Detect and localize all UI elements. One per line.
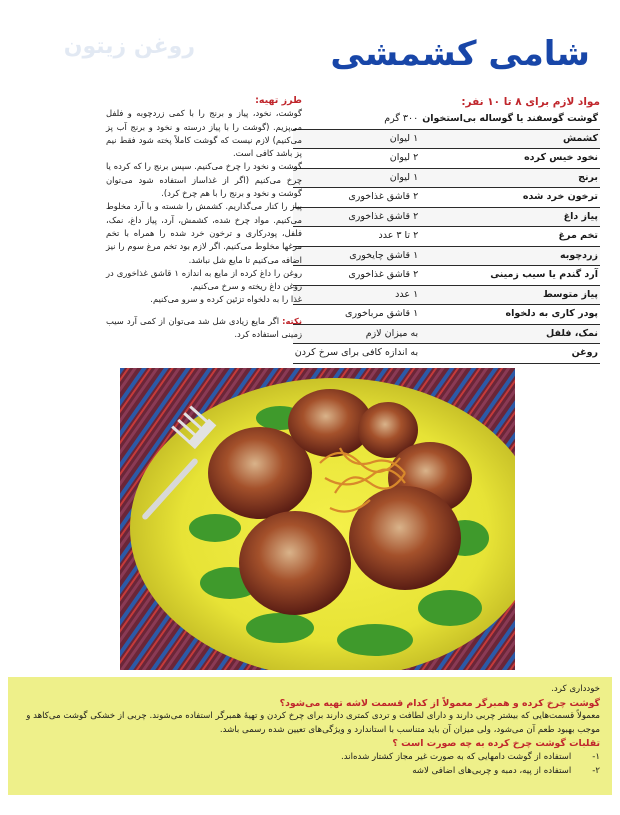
info-question-1: گوشت چرخ کرده و همبرگر معمولاً از کدام قسمت لاشه تهیه می‌شود؟ xyxy=(279,697,600,709)
ingredient-row xyxy=(293,227,600,247)
method-section xyxy=(106,94,302,341)
ingredient-name: پیاز داغ xyxy=(420,207,600,227)
ingredient-row xyxy=(293,324,600,344)
ingredient-row xyxy=(293,129,600,149)
ingredient-name: آرد گندم یا سیب زمینی xyxy=(420,266,600,286)
info-list-text: استفاده از گوشت دامهایی که به صورت غیر مجاز کشتار شده‌اند. xyxy=(341,751,572,762)
ingredient-name: روغن xyxy=(420,344,600,364)
ingredients-table xyxy=(293,110,600,364)
method-paragraph: گوشت و نخود را چرخ می‌کنیم. سپس برنج را که کرده یا چرخ می‌کنیم (اگر از غذاساز استفاده شود می‌توان گوشت و نخود و برنج را با هم چرخ کرد). xyxy=(106,161,302,199)
ingredient-name: گوشت گوسفند یا گوساله بی‌استخوان xyxy=(420,110,600,129)
ingredient-row xyxy=(293,285,600,305)
ingredient-amount: ۱ عدد xyxy=(293,285,420,305)
info-answer-1: معمولاً قسمت‌هایی که بیشتر چربی دارند و دارای لطافت و تردی کمتری دارند برای چرخ کردن و تهیهٔ همبرگر استفاده می‌شوند. چربی از خشکی گوشت می‌کاهد و موجب بهبود طعم آن می‌شود، ولی میزان آن باید متناسب با استاندارد و ویژگی‌های تعیین شده رسمی باشد. xyxy=(26,711,600,735)
info-list-item xyxy=(20,751,600,765)
note-text: اگر مایع زیادی شل شد می‌توان از کمی آرد سیب زمینی استفاده کرد. xyxy=(106,315,302,340)
ingredient-amount: ۲ لیوان xyxy=(293,149,420,169)
method-paragraph: پیاز را کنار می‌گذاریم. کشمش را شسته و با آرد مخلوط می‌کنیم. مواد چرخ شده، کشمش، آرد، پیاز داغ، نمک، فلفل، پودرکاری و ترخون خرد شده را همراه با تخم مرغها مخلوط می‌کنیم. اگر لازم بود تخم مرغ سوم را نیز اضافه می‌کنیم تا مایع شل نباشد. xyxy=(106,201,302,265)
ingredients-heading: مواد لازم برای ۸ تا ۱۰ نفر: xyxy=(461,96,600,108)
ingredient-row xyxy=(293,305,600,325)
method-heading: طرز تهیه: xyxy=(255,95,302,106)
ingredient-name: نخود خیس کرده xyxy=(420,149,600,169)
ingredient-name: ترخون خرد شده xyxy=(420,188,600,208)
ingredient-amount: ۲ قاشق غذاخوری xyxy=(293,207,420,227)
info-lead: خودداری کرد. xyxy=(551,684,600,694)
method-paragraph: روغن را داغ کرده از مایع به اندازه ۱ قاشق غذاخوری در روغن داغ ریخته و سرخ می‌کنیم. xyxy=(106,267,303,292)
page-title: شامی کشمشی xyxy=(330,34,590,74)
ingredient-amount: ۲ قاشق غذاخوری xyxy=(293,266,420,286)
ingredient-name: تخم مرغ xyxy=(420,227,600,247)
ingredients-section xyxy=(294,94,600,364)
ingredient-name: پیاز متوسط xyxy=(420,285,600,305)
info-list-number: ۱- xyxy=(592,751,600,762)
ingredient-amount: ۱ لیوان xyxy=(293,168,420,188)
info-list-number: ۲- xyxy=(592,765,600,776)
ingredient-row xyxy=(293,110,600,129)
ingredient-row xyxy=(293,246,600,266)
note-label: نکته: xyxy=(282,315,302,326)
info-question-2: تقلبات گوشت چرخ کرده به چه صورت است ؟ xyxy=(392,738,600,750)
ingredient-amount: ۱ لیوان xyxy=(293,129,420,149)
ingredient-amount: به میزان لازم xyxy=(293,324,420,344)
ingredient-name: برنج xyxy=(420,168,600,188)
method-paragraph: گوشت، نخود، پیاز و برنج را با کمی زردچوبه و فلفل می‌پزیم. (گوشت را با پیاز درسته و نخود و برنج آب پز می‌کنیم) لازم نیست که گوشت کاملاً پخته شود فقط نیم پز باشد کافی است. xyxy=(106,108,302,159)
food-photo-illustration xyxy=(120,368,515,670)
ingredient-row xyxy=(293,188,600,208)
ingredient-amount: ۲ قاشق غذاخوری xyxy=(293,188,420,208)
method-paragraph: غذا را به دلخواه تزئین کرده و سرو می‌کنیم. xyxy=(150,294,302,305)
method-note xyxy=(106,315,302,342)
info-box xyxy=(8,677,612,795)
ingredient-row xyxy=(293,168,600,188)
ingredient-row xyxy=(293,149,600,169)
info-list-text: استفاده از پیه، دمبه و چربی‌های اضافی لاشه xyxy=(412,765,572,776)
ingredient-name: نمک، فلفل xyxy=(420,324,600,344)
ingredient-row xyxy=(293,266,600,286)
faded-watermark: روغن زیتون xyxy=(63,34,195,59)
ingredient-row xyxy=(293,344,600,364)
ingredient-row xyxy=(293,207,600,227)
ingredient-name: پودر کاری به دلخواه xyxy=(420,305,600,325)
ingredient-amount: ۱ قاشق مرباخوری xyxy=(293,305,420,325)
ingredient-amount: ۱ قاشق چایخوری xyxy=(293,246,420,266)
ingredient-name: زردچوبه xyxy=(420,246,600,266)
ingredient-amount: به اندازه کافی برای سرخ کردن xyxy=(293,344,420,364)
info-list-item xyxy=(20,765,600,779)
ingredient-name: کشمش xyxy=(420,129,600,149)
ingredient-amount: ۳۰۰ گرم xyxy=(293,110,420,129)
food-photo xyxy=(120,368,515,670)
ingredient-amount: ۲ تا ۳ عدد xyxy=(293,227,420,247)
